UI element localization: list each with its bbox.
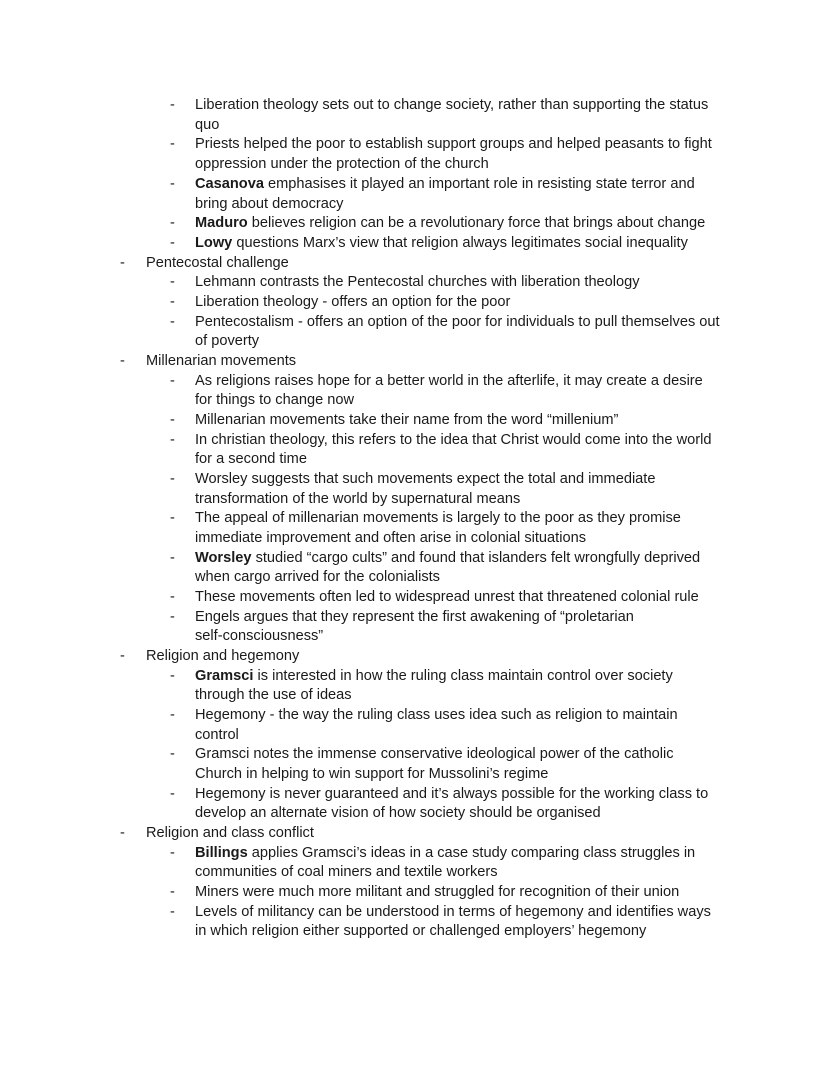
list-item-text: The appeal of millenarian movements is largely to the poor as they promise: [195, 510, 681, 526]
list-item-text: Lehmann contrasts the Pentecostal churches with liberation theology: [195, 274, 640, 290]
bullet-dash: -: [120, 255, 125, 271]
list-item-text: Liberation theology - offers an option for the poor: [195, 294, 511, 310]
list-item-text: Engels argues that they represent the first awakening of “proletarian: [195, 609, 634, 625]
list-item-text: of poverty: [195, 333, 260, 349]
list-item-text: for a second time: [195, 451, 307, 467]
list-item-text: for things to change now: [195, 392, 355, 408]
bullet-dash: -: [170, 884, 175, 900]
section-heading: Religion and hegemony: [146, 648, 300, 664]
list-item-text: Worsley suggests that such movements expect the total and immediate: [195, 471, 656, 487]
list-item-text: Hegemony - the way the ruling class uses idea such as religion to maintain: [195, 707, 678, 723]
bullet-dash: -: [170, 294, 175, 310]
list-item-text: Priests helped the poor to establish support groups and helped peasants to fight: [195, 136, 712, 152]
list-item-text: Casanova emphasises it played an important role in resisting state terror and: [195, 176, 695, 192]
list-item-text: Gramsci is interested in how the ruling class maintain control over society: [195, 668, 673, 684]
list-item-text: control: [195, 727, 239, 743]
section-heading: Millenarian movements: [146, 353, 297, 369]
list-item-text: self-consciousness”: [195, 628, 324, 644]
author-name: Worsley: [195, 550, 252, 566]
list-item-text: Church in helping to win support for Mussolini’s regime: [195, 766, 549, 782]
author-name: Gramsci: [195, 668, 254, 684]
section-heading: Religion and class conflict: [146, 825, 314, 841]
bullet-dash: -: [170, 668, 175, 684]
bullet-dash: -: [170, 373, 175, 389]
list-item-text: transformation of the world by supernatural means: [195, 491, 521, 507]
list-item-text: in which religion either supported or challenged employers’ hegemony: [195, 923, 647, 939]
bullet-dash: -: [170, 412, 175, 428]
list-item-text: In christian theology, this refers to the idea that Christ would come into the world: [195, 432, 712, 448]
list-item-text: Gramsci notes the immense conservative ideological power of the catholic: [195, 746, 674, 762]
list-item-text: Maduro believes religion can be a revolutionary force that brings about change: [195, 215, 706, 231]
list-item-text: through the use of ideas: [195, 687, 352, 703]
bullet-dash: -: [170, 845, 175, 861]
bullet-dash: -: [170, 432, 175, 448]
author-name: Billings: [195, 845, 248, 861]
bullet-dash: -: [170, 176, 175, 192]
bullet-dash: -: [170, 609, 175, 625]
section-heading: Pentecostal challenge: [146, 255, 289, 271]
list-item-text: oppression under the protection of the church: [195, 156, 489, 172]
bullet-dash: -: [120, 648, 125, 664]
bullet-dash: -: [170, 215, 175, 231]
bullet-dash: -: [120, 825, 125, 841]
list-item-text: Miners were much more militant and struggled for recognition of their union: [195, 884, 680, 900]
list-item-text: These movements often led to widespread unrest that threatened colonial rule: [195, 589, 699, 605]
bullet-dash: -: [170, 274, 175, 290]
author-name: Lowy: [195, 235, 233, 251]
bullet-dash: -: [170, 786, 175, 802]
bullet-dash: -: [170, 746, 175, 762]
bullet-dash: -: [170, 136, 175, 152]
list-item-text: immediate improvement and often arise in colonial situations: [195, 530, 586, 546]
bullet-dash: -: [170, 314, 175, 330]
list-item-text: As religions raises hope for a better world in the afterlife, it may create a desire: [195, 373, 703, 389]
list-item-text: Millenarian movements take their name from the word “millenium”: [195, 412, 619, 428]
list-item-text: Billings applies Gramsci’s ideas in a case study comparing class struggles in: [195, 845, 696, 861]
bullet-dash: -: [170, 550, 175, 566]
list-item-text: Pentecostalism - offers an option of the poor for individuals to pull themselves out: [195, 314, 720, 330]
author-name: Maduro: [195, 215, 248, 231]
bullet-dash: -: [120, 353, 125, 369]
bullet-dash: -: [170, 904, 175, 920]
bullet-dash: -: [170, 235, 175, 251]
list-item-text: Lowy questions Marx’s view that religion always legitimates social inequality: [195, 235, 688, 251]
bullet-dash: -: [170, 707, 175, 723]
bullet-dash: -: [170, 510, 175, 526]
list-item-text: communities of coal miners and textile workers: [195, 864, 498, 880]
list-item-text: Levels of militancy can be understood in terms of hegemony and identifies ways: [195, 904, 711, 920]
bullet-dash: -: [170, 471, 175, 487]
list-item-text: quo: [195, 117, 220, 133]
list-item-text: when cargo arrived for the colonialists: [195, 569, 440, 585]
list-item-text: Liberation theology sets out to change society, rather than supporting the status: [195, 97, 709, 113]
list-item-text: bring about democracy: [195, 196, 344, 212]
bullet-dash: -: [170, 589, 175, 605]
list-item-text: Worsley studied “cargo cults” and found that islanders felt wrongfully deprived: [195, 550, 701, 566]
list-item-text: develop an alternate vision of how society should be organised: [195, 805, 601, 821]
bullet-dash: -: [170, 97, 175, 113]
author-name: Casanova: [195, 176, 264, 192]
list-item-text: Hegemony is never guaranteed and it’s always possible for the working class to: [195, 786, 709, 802]
